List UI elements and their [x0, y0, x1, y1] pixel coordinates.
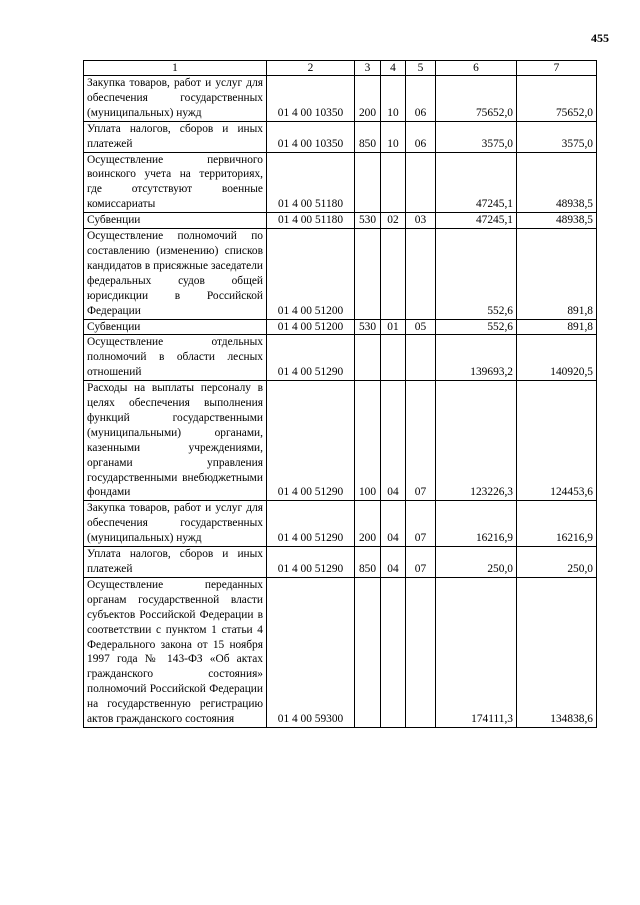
- row-target-code-cell: 01 4 00 59300: [267, 577, 355, 727]
- column-header: 7: [517, 61, 597, 76]
- budget-table: [83, 60, 597, 728]
- row-target-code-cell: 01 4 00 51290: [267, 547, 355, 578]
- row-expense-type-cell: [355, 577, 381, 727]
- row-amount-year2-cell: 124453,6: [517, 381, 597, 501]
- row-subsection-cell: 07: [406, 547, 436, 578]
- row-subsection-cell: 05: [406, 319, 436, 335]
- column-header-row: [84, 61, 597, 76]
- row-expense-type-cell: [355, 152, 381, 213]
- table-row: [84, 213, 597, 229]
- table-row: [84, 229, 597, 319]
- row-subsection-cell: 07: [406, 501, 436, 547]
- table-row: [84, 76, 597, 122]
- row-section-cell: 04: [381, 501, 406, 547]
- row-expense-type-cell: 850: [355, 547, 381, 578]
- row-name-cell: Уплата налогов, сборов и иных платежей: [84, 547, 267, 578]
- row-expense-type-cell: [355, 335, 381, 381]
- row-name-cell: Осуществление полномочий по составлению (изменению) списков кандидатов в присяжные заседатели федеральных судов общей юрисдикции в Российской Федерации: [84, 229, 267, 319]
- row-amount-year2-cell: 250,0: [517, 547, 597, 578]
- row-amount-year2-cell: 3575,0: [517, 121, 597, 152]
- row-section-cell: 04: [381, 547, 406, 578]
- row-section-cell: 10: [381, 121, 406, 152]
- row-amount-year1-cell: 552,6: [436, 229, 517, 319]
- row-expense-type-cell: [355, 229, 381, 319]
- row-amount-year2-cell: 134838,6: [517, 577, 597, 727]
- row-subsection-cell: 03: [406, 213, 436, 229]
- row-target-code-cell: 01 4 00 51290: [267, 335, 355, 381]
- row-expense-type-cell: 200: [355, 76, 381, 122]
- row-expense-type-cell: 850: [355, 121, 381, 152]
- table-row: [84, 152, 597, 213]
- row-amount-year2-cell: 891,8: [517, 229, 597, 319]
- row-target-code-cell: 01 4 00 10350: [267, 76, 355, 122]
- row-section-cell: 01: [381, 319, 406, 335]
- row-amount-year1-cell: 16216,9: [436, 501, 517, 547]
- row-subsection-cell: 07: [406, 381, 436, 501]
- row-name-cell: Расходы на выплаты персоналу в целях обеспечения выполнения функций государственными (муниципальными) органами, казенными учреждениями, органами управления государственными внебюджетными фондами: [84, 381, 267, 501]
- row-expense-type-cell: 200: [355, 501, 381, 547]
- column-header: 4: [381, 61, 406, 76]
- row-name-cell: Осуществление первичного воинского учета на территориях, где отсутствуют военные комиссариаты: [84, 152, 267, 213]
- row-target-code-cell: 01 4 00 51290: [267, 381, 355, 501]
- row-target-code-cell: 01 4 00 51180: [267, 213, 355, 229]
- row-subsection-cell: [406, 577, 436, 727]
- row-name-cell: Закупка товаров, работ и услуг для обеспечения государственных (муниципальных) нужд: [84, 76, 267, 122]
- row-subsection-cell: 06: [406, 121, 436, 152]
- row-amount-year2-cell: 48938,5: [517, 152, 597, 213]
- column-header: 1: [84, 61, 267, 76]
- row-name-cell: Осуществление отдельных полномочий в области лесных отношений: [84, 335, 267, 381]
- row-amount-year1-cell: 174111,3: [436, 577, 517, 727]
- row-amount-year1-cell: 47245,1: [436, 213, 517, 229]
- row-name-cell: Субвенции: [84, 213, 267, 229]
- row-amount-year1-cell: 250,0: [436, 547, 517, 578]
- row-expense-type-cell: 100: [355, 381, 381, 501]
- row-section-cell: 02: [381, 213, 406, 229]
- table-row: [84, 335, 597, 381]
- table-row: [84, 319, 597, 335]
- column-header: 6: [436, 61, 517, 76]
- column-header: 3: [355, 61, 381, 76]
- row-section-cell: [381, 577, 406, 727]
- row-amount-year2-cell: 16216,9: [517, 501, 597, 547]
- table-row: [84, 577, 597, 727]
- table-row: [84, 121, 597, 152]
- row-amount-year2-cell: 140920,5: [517, 335, 597, 381]
- row-expense-type-cell: 530: [355, 213, 381, 229]
- row-section-cell: 04: [381, 381, 406, 501]
- column-header: 2: [267, 61, 355, 76]
- row-amount-year1-cell: 3575,0: [436, 121, 517, 152]
- row-name-cell: Субвенции: [84, 319, 267, 335]
- table-row: [84, 501, 597, 547]
- row-amount-year1-cell: 47245,1: [436, 152, 517, 213]
- row-target-code-cell: 01 4 00 51200: [267, 319, 355, 335]
- row-amount-year1-cell: 552,6: [436, 319, 517, 335]
- row-subsection-cell: [406, 152, 436, 213]
- row-section-cell: 10: [381, 76, 406, 122]
- row-subsection-cell: 06: [406, 76, 436, 122]
- row-amount-year1-cell: 139693,2: [436, 335, 517, 381]
- row-name-cell: Закупка товаров, работ и услуг для обеспечения государственных (муниципальных) нужд: [84, 501, 267, 547]
- row-name-cell: Осуществление переданных органам государственной власти субъектов Российской Федерации в соответствии с пунктом 1 статьи 4 Федерального закона от 15 ноября 1997 года № 143-ФЗ «Об актах гражданского состояния» полномочий Российской Федерации на государственную регистрацию актов гражданского состояния: [84, 577, 267, 727]
- row-section-cell: [381, 335, 406, 381]
- row-amount-year2-cell: 48938,5: [517, 213, 597, 229]
- column-header: 5: [406, 61, 436, 76]
- table-row: [84, 381, 597, 501]
- row-amount-year2-cell: 891,8: [517, 319, 597, 335]
- row-amount-year2-cell: 75652,0: [517, 76, 597, 122]
- row-subsection-cell: [406, 229, 436, 319]
- page-number: 455: [591, 31, 609, 45]
- row-name-cell: Уплата налогов, сборов и иных платежей: [84, 121, 267, 152]
- row-amount-year1-cell: 75652,0: [436, 76, 517, 122]
- row-target-code-cell: 01 4 00 51200: [267, 229, 355, 319]
- row-section-cell: [381, 229, 406, 319]
- row-target-code-cell: 01 4 00 51180: [267, 152, 355, 213]
- table-row: [84, 547, 597, 578]
- row-target-code-cell: 01 4 00 10350: [267, 121, 355, 152]
- row-target-code-cell: 01 4 00 51290: [267, 501, 355, 547]
- row-amount-year1-cell: 123226,3: [436, 381, 517, 501]
- row-subsection-cell: [406, 335, 436, 381]
- row-expense-type-cell: 530: [355, 319, 381, 335]
- row-section-cell: [381, 152, 406, 213]
